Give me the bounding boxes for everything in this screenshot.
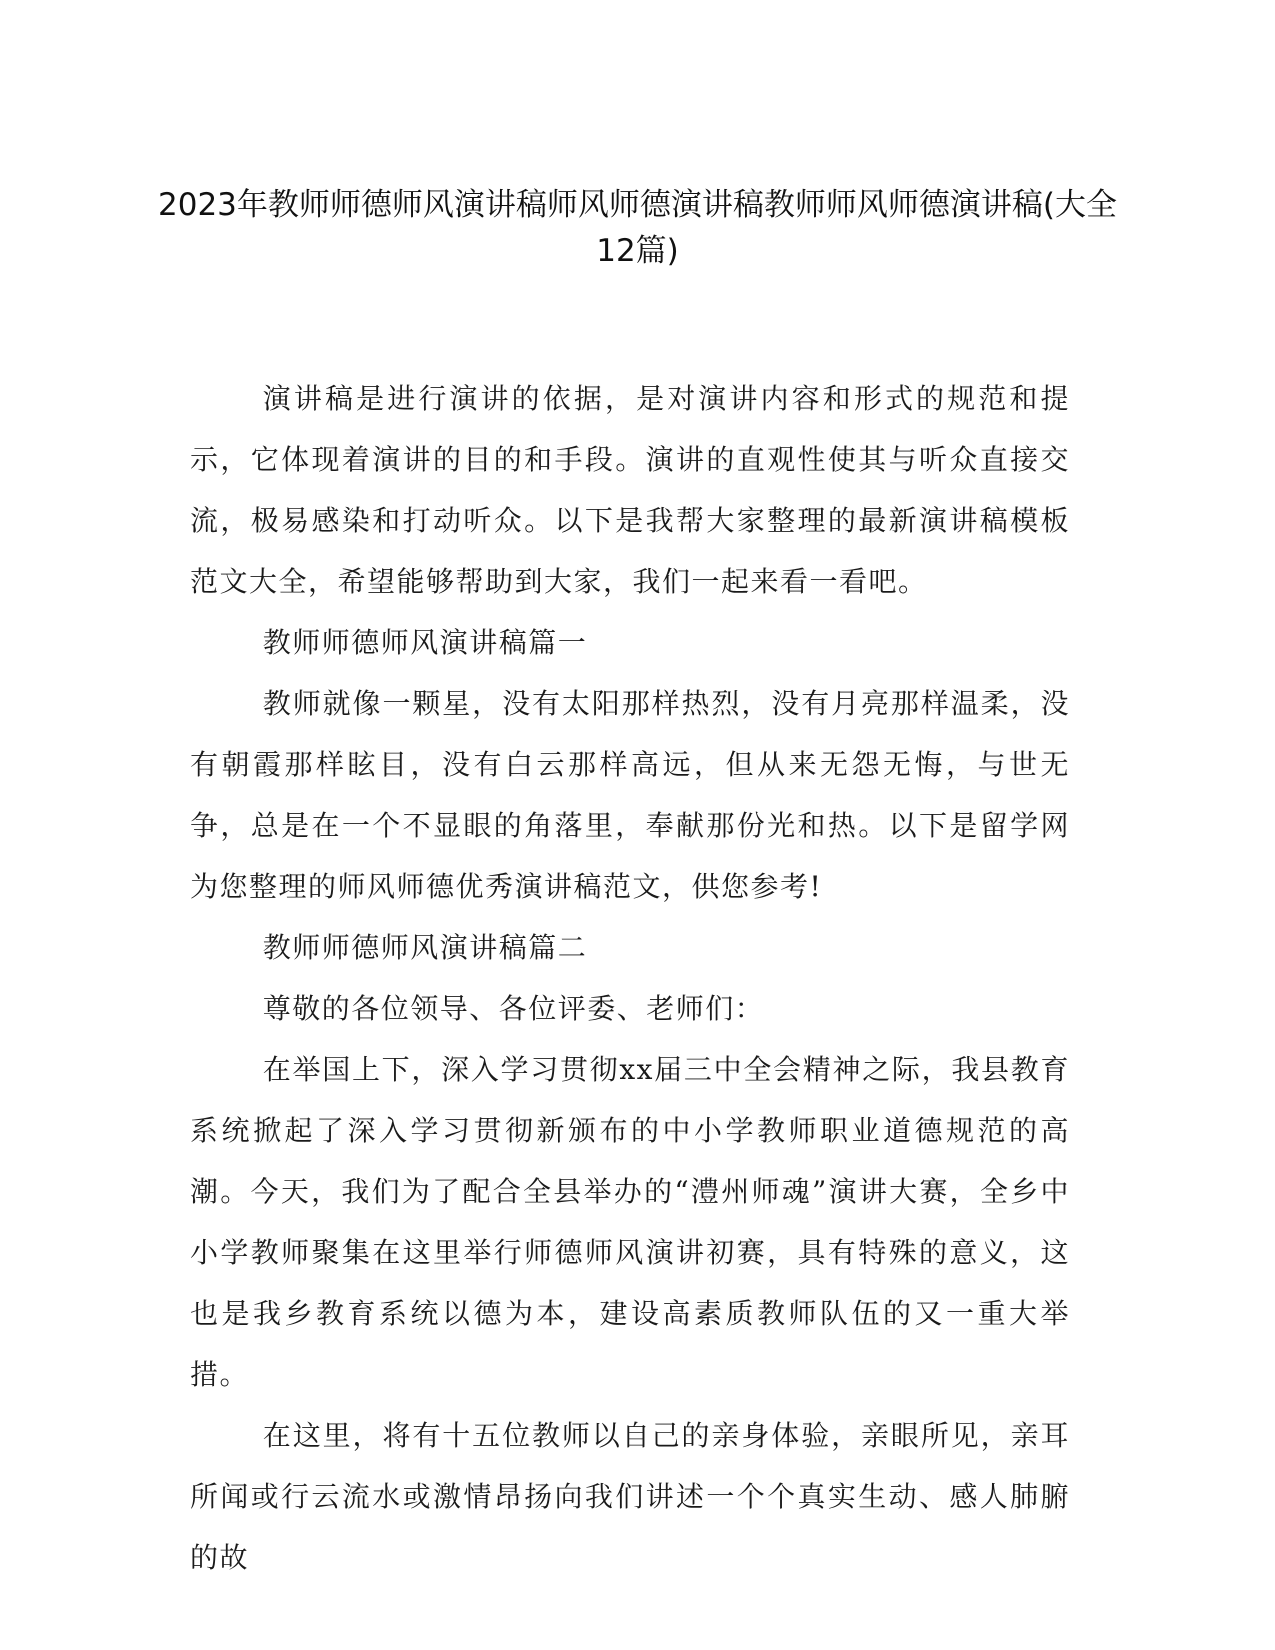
intro-paragraph: 演讲稿是进行演讲的依据，是对演讲内容和形式的规范和提示，它体现着演讲的目的和手段。演讲的直观性使其与听众直接交流，极易感染和打动听众。以下是我帮大家整理的最新演讲稿模板范文大全，希望能够帮助到大家，我们一起来看一看吧。 [190,382,1070,598]
paragraph: 在举国上下，深入学习贯彻xx届三中全会精神之际，我县教育系统掀起了深入学习贯彻新颁布的中小学教师职业道德规范的高潮。今天，我们为了配合全县举办的“澧州师魂”演讲大赛，全乡中小学教师聚集在这里举行师德师风演讲初赛，具有特殊的意义，这也是我乡教育系统以德为本，建设高素质教师队伍的又一重大举措。 [190,1053,1070,1391]
section-heading-1: 教师师德师风演讲稿篇一 [262,626,588,659]
document-title: 2023年教师师德师风演讲稿师风师德演讲稿教师师风师德演讲稿(大全12篇) [158,187,1117,269]
paragraph: 在这里，将有十五位教师以自己的亲身体验，亲眼所见，亲耳所闻或行云流水或激情昂扬向我们讲述一个个真实生动、感人肺腑的故 [190,1419,1070,1574]
paragraph: 教师就像一颗星，没有太阳那样热烈，没有月亮那样温柔，没有朝霞那样眩目，没有白云那样高远，但从来无怨无悔，与世无争，总是在一个不显眼的角落里，奉献那份光和热。以下是留学网为您整理的师风师德优秀演讲稿范文，供您参考! [190,687,1070,903]
salutation: 尊敬的各位领导、各位评委、老师们： [262,992,765,1025]
section-heading-2: 教师师德师风演讲稿篇二 [262,931,588,964]
document-body [190,368,1070,1588]
